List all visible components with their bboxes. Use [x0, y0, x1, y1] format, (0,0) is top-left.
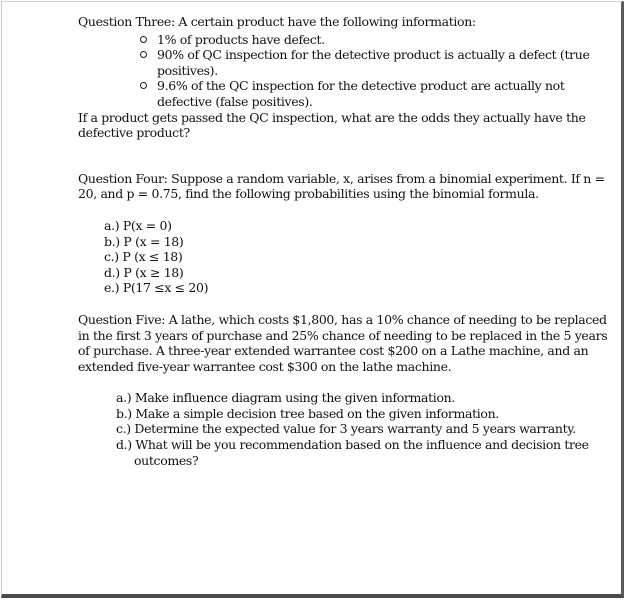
- question-five-item: [116, 421, 618, 437]
- question-three-bullet: [140, 78, 618, 109]
- question-four-item-list: [78, 218, 618, 296]
- bullet-text: 90% of QC inspection for the detective product is actually a defect (true positives).: [157, 47, 590, 78]
- question-five-item: [116, 390, 618, 406]
- question-four-prompt: Question Four: Suppose a random variable, x, arises from a binomial experiment. If n = 20, and p = 0.75, find the following probabilities using the binomial formula.: [78, 170, 605, 202]
- hollow-circle-bullet-icon: [140, 51, 147, 58]
- question-three-question: If a product gets passed the QC inspection, what are the odds they actually have the defective product?: [78, 109, 586, 141]
- item-text: b.) Make a simple decision tree based on the given information.: [116, 405, 499, 421]
- question-four-item: e.) P(17 ≤x ≤ 20): [104, 280, 209, 296]
- item-text: d.) What will be you recommendation based on the influence and decision tree outcomes?: [116, 437, 589, 468]
- question-five-item: [116, 406, 618, 422]
- question-five-item: [116, 437, 618, 468]
- document-content: [78, 14, 618, 468]
- question-four-item: d.) P (x ≥ 18): [104, 264, 184, 280]
- hollow-circle-bullet-icon: [140, 82, 147, 89]
- question-five-prompt: Question Five: A lathe, which costs $1,800, has a 10% chance of needing to be replaced in the first 3 years of purchase and 25% chance of needing to be replaced in the 5 years of purchase. A three-year extended warrantee cost $200 on a Lathe machine, and an extended five-year warrantee cost $300 on the lathe machine.: [78, 311, 608, 374]
- item-text: c.) Determine the expected value for 3 years warranty and 5 years warranty.: [116, 421, 576, 437]
- hollow-circle-bullet-icon: [140, 36, 147, 43]
- question-three-prompt: Question Three: A certain product have the following information:: [78, 14, 476, 29]
- document-page: [1, 1, 624, 598]
- item-text: a.) Make influence diagram using the given information.: [116, 390, 455, 406]
- question-four: [78, 171, 618, 296]
- question-four-item: b.) P (x = 18): [104, 233, 184, 249]
- bullet-text: 1% of products have defect.: [157, 31, 325, 47]
- question-three: [78, 14, 618, 141]
- question-three-bullet: [140, 32, 618, 48]
- question-four-item: c.) P (x ≤ 18): [104, 249, 183, 265]
- question-three-bullet-list: [78, 32, 618, 110]
- question-three-bullet: [140, 47, 618, 78]
- question-five: [78, 312, 618, 468]
- bullet-text: 9.6% of the QC inspection for the detective product are actually not defective (false positives).: [157, 78, 565, 109]
- question-four-item: a.) P(x = 0): [104, 217, 172, 233]
- question-five-item-list: [78, 390, 618, 468]
